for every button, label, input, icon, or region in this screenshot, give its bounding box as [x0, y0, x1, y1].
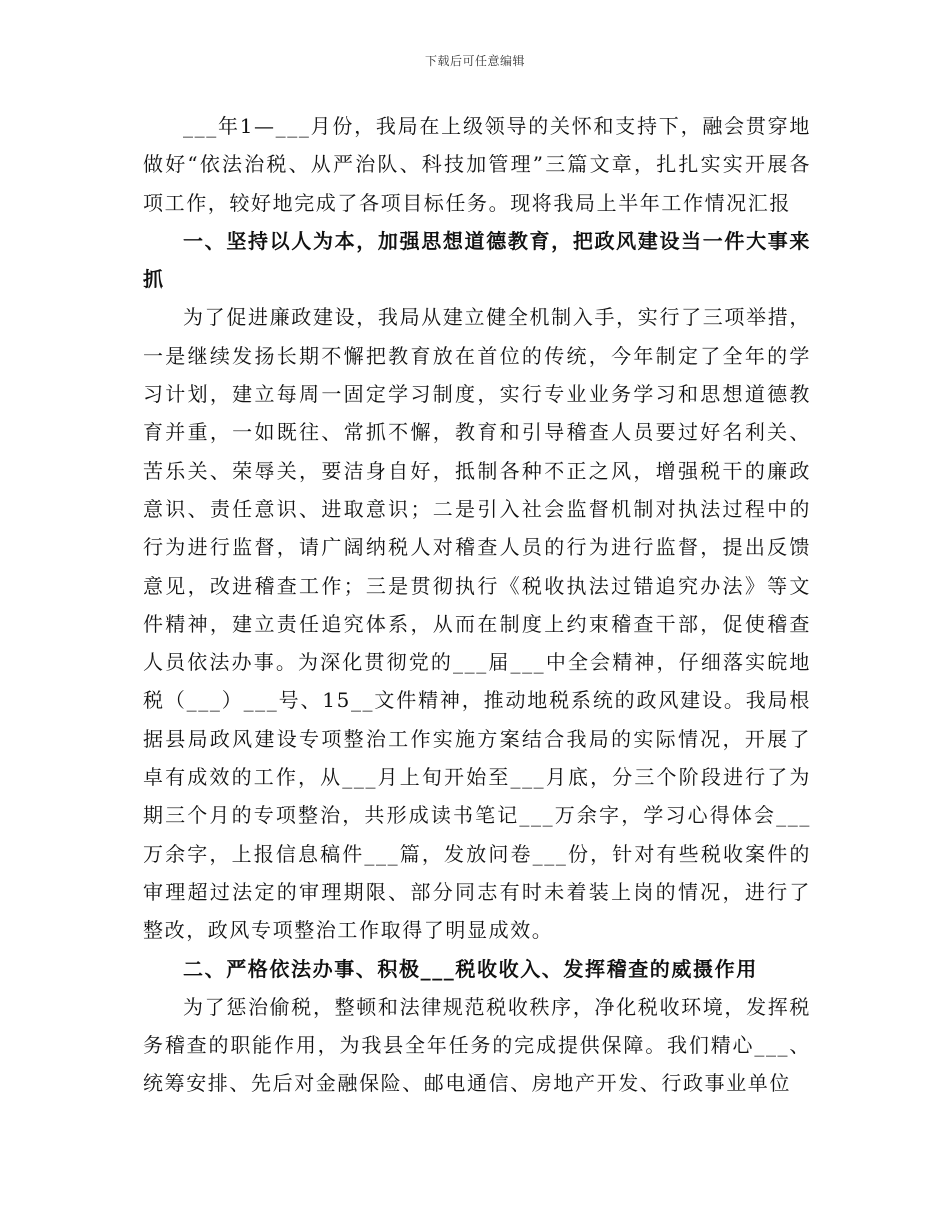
section-1-heading: 一、坚持以人为本，加强思想道德教育，把政风建设当一件大事来抓 — [143, 228, 811, 292]
intro-paragraph: ___年1—___月份，我局在上级领导的关怀和支持下，融会贯穿地做好“依法治税、从严治队、科技加管理”三篇文章，扎扎实实开展各项工作，较好地完成了各项目标任务。现将我局上半年工作情况汇报 — [143, 114, 811, 215]
section-2-heading: 二、严格依法办事、积极___税收收入、发挥稽查的威摄作用 — [183, 956, 758, 981]
document-body — [143, 107, 811, 1103]
page-header-note: 下载后可任意编辑 — [424, 54, 525, 68]
section-1-paragraph: 为了促进廉政建设，我局从建立健全机制入手，实行了三项举措，一是继续发扬长期不懈把教育放在首位的传统，今年制定了全年的学习计划，建立每周一固定学习制度，实行专业业务学习和思想道德教育并重，一如既往、常抓不懈，教育和引导稽查人员要过好名利关、苦乐关、荣辱关，要洁身自好，抵制各种不正之风，增强税干的廉政意识、责任意识、进取意识；二是引入社会监督机制对执法过程中的行为进行监督，请广阔纳税人对稽查人员的行为进行监督，提出反馈意见，改进稽查工作；三是贯彻执行《税收执法过错追究办法》等文件精神，建立责任追究体系，从而在制度上约束稽查干部，促使稽查人员依法办事。为深化贯彻党的___届___中全会精神，仔细落实皖地税（___）___号、15__文件精神，推动地税系统的政风建设。我局根据县局政风建设专项整治工作实施方案结合我局的实际情况，开展了卓有成效的工作，从___月上旬开始至___月底，分三个阶段进行了为期三个月的专项整治，共形成读书笔记___万余字，学习心得体会___万余字，上报信息稿件___篇，发放问卷___份，针对有些税收案件的审理超过法定的审理期限、部分同志有时未着装上岗的情况，进行了整改，政风专项整治工作取得了明显成效。 — [143, 305, 811, 943]
section-2-paragraph: 为了惩治偷税，整顿和法律规范税收秩序，净化税收环境，发挥税务稽查的职能作用，为我县全年任务的完成提供保障。我们精心___、统筹安排、先后对金融保险、邮电通信、房地产开发、行政事业单位 — [143, 994, 811, 1096]
